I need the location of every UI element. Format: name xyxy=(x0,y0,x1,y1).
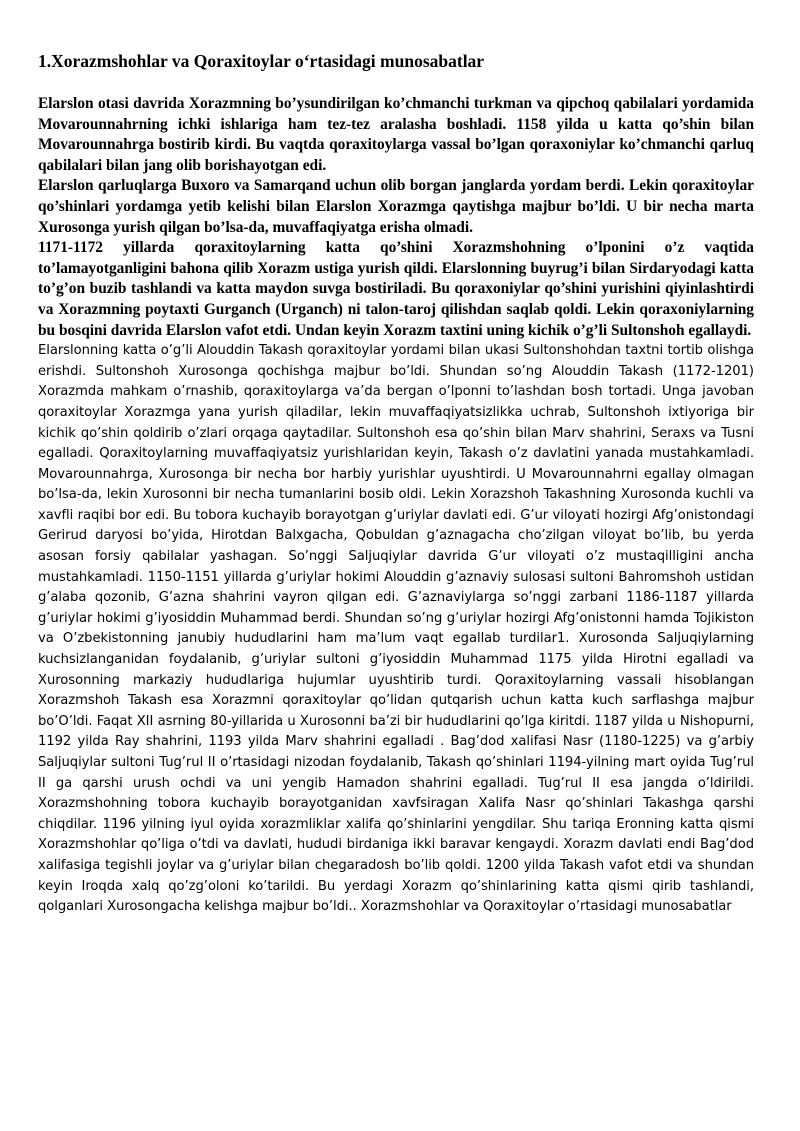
document-page xyxy=(38,42,754,918)
bold-paragraph-2: Elarslon qarluqlarga Buxoro va Samarqand uchun olib borgan janglarda yordam berdi. Lekin qoraxitoylar qo’shinlari yordamga yetib kelishi bilan Elarslon Xorazmga qaytishga majbur bo’ldi. U bir necha marta Xurosonga yurish qilgan bo’lsa-da, muvaffaqiyatga erisha olmadi. xyxy=(38,177,754,236)
body-paragraph: Elarslonning katta o’g’li Alouddin Takash qoraxitoylar yordami bilan ukasi Sultonshohdan taxtni tortib olishga erishdi. Sultonshoh Xurosonga qochishga majbur bo’ldi. Shundan so’ng Alouddin Takash (1172-1201) Xorazmda mahkam o’rnashib, qoraxitoylarga va’da bergan o’lponni to’lashdan bosh tortadi. Unga javoban qoraxitoylar Xorazmga yana yurish qiladilar, lekin muvaffaqiyatsizlikka uchrab, Sultonshoh ixtiyoriga bir kichik qo’shin qoldirib o’zlari orqaga qaytadilar. Sultonshoh esa qo’shin bilan Marv shahrini, Seraxs va Tusni egalladi. Qoraxitoylarning muvaffaqiyatsiz yurishlaridan keyin, Takash o’z davlatini yanada mustahkamladi. Movarounnahrga, Xurosonga bir necha bor harbiy yurishlar uyushtirdi. U Movarounnahrni egallay olmagan bo’lsa-da, lekin Xurosonni bir necha tumanlarini bosib oldi. Lekin Xorazshoh Takashning Xurosonda kuchli va xavfli raqibi bor edi. Bu tobora kuchayib borayotgan g’uriylar davlati edi. G’ur viloyati hozirgi Afg’onistondagi Gerirud daryosi bo’yida, Hirotdan Balxgacha, Qobuldan g’aznagacha cho’zilgan viloyat bo’lib, bu yerda asosan forsiy qabilalar yashagan. So’nggi Saljuqiylar davrida G’ur viloyati o’z mustaqilligini ancha mustahkamladi. 1150-1151 yillarda g’uriylar hokimi Alouddin g’aznaviy sulosasi sultoni Bahromshoh ustidan g’alaba qozonib, G’azna shahrini vayron qilgan edi. G’aznaviylarga so’nggi zarbani 1186-1187 yillarda g’uriylar hokimi g’iyosiddin Muhammad berdi. Shundan so’ng g’uriylar hozirgi Afg’onistonni hamda Tojikiston va O’zbekistonning janubiy hududlarini ham ma’lum vaqt egallab turdilar1. Xurosonda Saljuqiylarning kuchsizlanganidan foydalanib, g’uriylar sultoni g’iyosiddin Muhammad 1175 yilda Hirotni egalladi va Xurosonning markaziy hududlariga hujumlar uyushtirib turdi. Qoraxitoylarning vassali hisoblangan Xorazmshoh Takash esa Xorazmni qoraxitoylar qo’lidan qutqarish uchun katta kuch sarflashga majbur bo’O’ldi. Faqat XII asrning 80-yillarida u Xurosonni ba’zi bir hududlarini qo’lga kiritdi. 1187 yilda u Nishopurni, 1192 yilda Ray shahrini, 1193 yilda Marv shahrini egalladi . Bag’dod xalifasi Nasr (1180-1225) va g’arbiy Saljuqiylar sultoni Tug’rul II o’rtasidagi nizodan foydalanib, Takash qo’shinlari 1194-yilning mart oyida Tug’rul II ga qarshi urush ochdi va uni yengib Hamadon shahrini egalladi. Tug’rul II esa jangda o’ldirildi. Xorazmshohning tobora kuchayib borayotganidan xavfsiragan Xalifa Nasr qo’shinlari Takashga qarshi chiqdilar. 1196 yilning iyul oyida xorazmliklar xalifa qo’shinlarini yengdilar. Shu tariqa Eronning katta qismi Xorazmshohlar qo’liga o’tdi va davlati, hududi birdaniga ikki baravar kengaydi. Xorazm davlati endi Bag’dod xalifasiga tegishli joylar va g’uriylar bilan chegaradosh bo’lib qoldi. 1200 yilda Takash vafot etdi va shundan keyin Iroqda xalq qo’zg’oloni ko’tarildi. Bu yerdagi Xorazm qo’shinlarining katta qismi qirib tashlandi, qolganlari Xurosongacha kelishga majbur bo’ldi.. Xorazmshohlar va Qoraxitoylar o’rtasidagi munosabatlar xyxy=(38,343,754,915)
bold-paragraph-1: Elarslon otasi davrida Xorazmning bo’ysundirilgan ko’chmanchi turkman va qipchoq qabilalari yordamida Movarounnahrning ichki ishlariga ham tez-tez aralasha boshladi. 1158 yilda u katta qo’shin bilan Movarounnahrga bostirib kirdi. Bu vaqtda qoraxitoylarga vassal bo’lgan qoraxoniylar ko’chmanchi qarluq qabilalari bilan jang olib borishayotgan edi. xyxy=(38,95,754,174)
bold-paragraph-3: 1171-1172 yillarda qoraxitoylarning katta qo’shini Xorazmshohning o’lponini o’z vaqtida to’lamayotganligini bahona qilib Xorazm ustiga yurish qildi. Elarslonning buyrug’i bilan Sirdaryodagi katta to’g’on buzib tashlandi va katta maydon suvga bostiriladi. Bu qoraxoniylar qo’shini yurishini qiyinlashtirdi va Xorazmning poytaxti Gurganch (Urganch) ni talon-taroj qilishdan saqlab qoldi. Lekin qoraxoniylarning bu bosqini davrida Elarslon vafot etdi. Undan keyin Xorazm taxtini uning kichik o’g’li Sultonshoh egallaydi. xyxy=(38,239,754,339)
document-title: 1.Xorazmshohlar va Qoraxitoylar o‘rtasidagi munosabatlar xyxy=(38,51,485,71)
